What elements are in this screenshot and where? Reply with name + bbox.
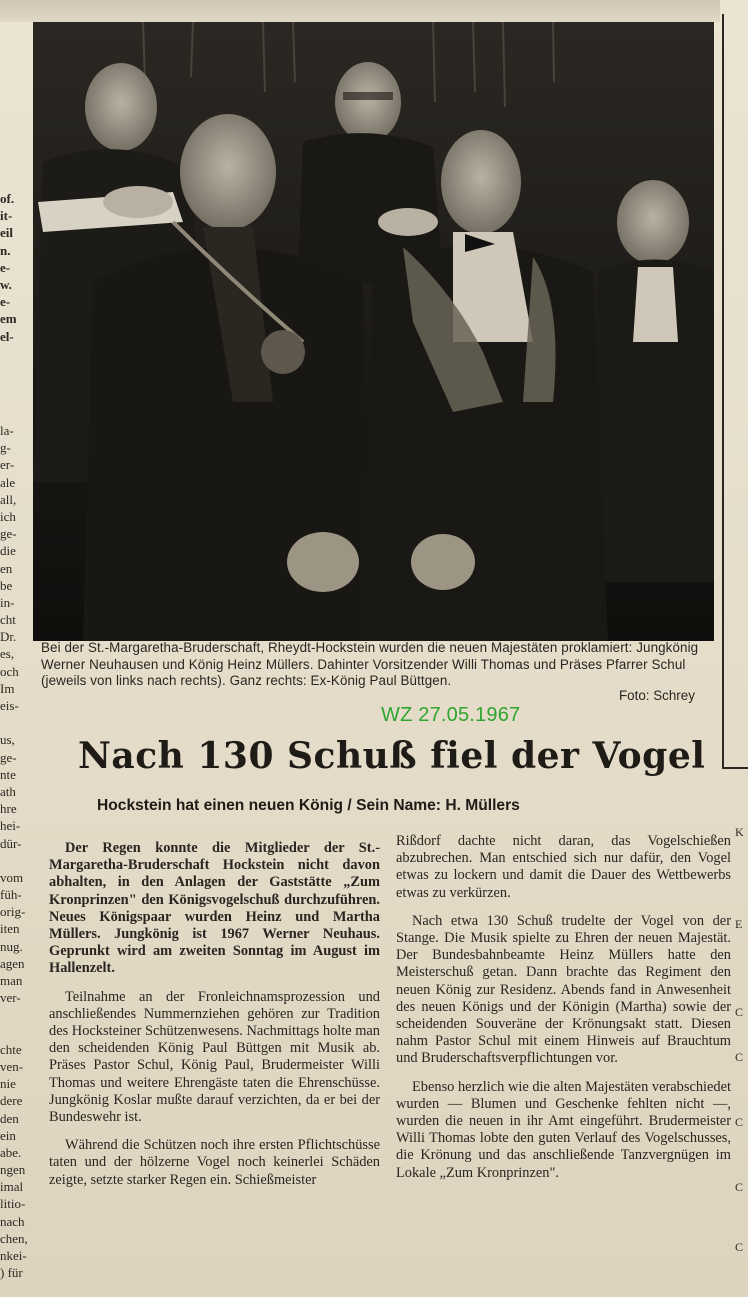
article-column-1: [49, 840, 380, 1200]
fragment: dür-: [0, 835, 22, 851]
left-column-fragments-bold: [0, 190, 30, 345]
fragment: füh-: [0, 887, 22, 903]
news-photo: [33, 22, 714, 641]
fragment: C: [735, 1005, 744, 1019]
fragment: el-: [0, 328, 14, 344]
fragment: [0, 852, 30, 869]
fragment: w.: [0, 276, 12, 292]
fragment: er-: [0, 457, 15, 473]
fragment: eis-: [0, 698, 19, 713]
fragment: nte: [0, 766, 16, 782]
fragment: iten: [0, 921, 20, 937]
fragment: och: [0, 663, 19, 679]
fragment: dere: [0, 1093, 23, 1109]
paragraph: Nach etwa 130 Schuß trudelte der Vogel von der Stange. Die Musik spielte zu Ehren der neuen Majestät. Der Bundesbahnbeamte Heinz Müllers hatte den Meisterschuß getan. Dann brachte das Regiment den neuen König zur Residenz. Abends fand in Anwesenheit des neuen Königs und der Königin (Martha) sowie der scheidenden Souveräne der Krönungsakt statt. Diesen nahm Pastor Schul mit einem Hinweis auf Brauchtum und Bruderschaftsverpflichtungen vor.: [396, 912, 731, 1067]
fragment: ge-: [0, 526, 17, 542]
fragment: [0, 1024, 30, 1041]
fragment: all,: [0, 491, 17, 507]
fragment: la-: [0, 423, 14, 438]
photo-illustration: [33, 22, 714, 641]
fragment: ver-: [0, 990, 21, 1006]
fragment: es,: [0, 646, 15, 662]
fragment: orig-: [0, 904, 26, 920]
fragment: eil: [0, 225, 13, 241]
fragment: litio-: [0, 1196, 26, 1212]
fragment: Im: [0, 680, 15, 696]
fragment: hre: [0, 801, 17, 817]
fragment: ath: [0, 783, 16, 799]
fragment: man: [0, 973, 23, 988]
fragment: g-: [0, 440, 11, 456]
fragment: C: [735, 1240, 744, 1254]
lead-paragraph: Der Regen konnte die Mitglieder der St.-Margaretha-Bruderschaft Hockstein nicht davon abhalten, in den Anlagen der Gaststätte „Zum Kronprinzen" den Königsvogelschuß durchzuführen. Neues Königspaar wurden Heinz und Martha Müllers. Jungkönig ist 1967 Werner Neuhaus. Geprunkt wird am zweiten Sonntag im August im Hallenzelt.: [49, 840, 380, 977]
column-rule-foot: [722, 767, 748, 769]
caption-text: Bei der St.-Margaretha-Bruderschaft, Rheydt-Hockstein wurden die neuen Majestäten proklamiert: Jungkönig Werner Neuhausen und König Heinz Müllers. Dahinter Vorsitzender Willi Thomas und Präses Pfarrer Schul (jeweils von links nach rechts). Ganz rechts: Ex-König Paul Büttgen.: [41, 640, 699, 688]
fragment: die: [0, 543, 16, 559]
fragment: ein: [0, 1127, 16, 1143]
fragment: C: [735, 1115, 744, 1129]
fragment: [0, 1006, 30, 1023]
fragment: agen: [0, 955, 25, 971]
fragment: chen,: [0, 1230, 28, 1246]
article-headline: Nach 130 Schuß fiel der Vogel: [78, 735, 706, 777]
fragment: e-: [0, 259, 11, 275]
column-rule: [722, 14, 724, 769]
fragment: hei-: [0, 818, 21, 834]
fragment: C: [735, 1050, 744, 1064]
fragment: it-: [0, 208, 13, 224]
fragment: den: [0, 1110, 19, 1126]
faded-masthead: [0, 0, 720, 22]
photo-caption: [41, 640, 721, 690]
fragment: K: [735, 825, 744, 839]
paragraph: Ebenso herzlich wie die alten Majestäten verabschiedet wurden — Blumen und Geschenke fehlten nicht —, wurden die neuen in ihr Amt eingeführt. Brudermeister Willi Thomas lobte den guten Verlauf des Vogelschusses, die Krönung und das anschließende Tanzvergnügen im Lokale „Zum Kronprinzen".: [396, 1078, 731, 1181]
fragment: nug.: [0, 938, 23, 954]
fragment: abe.: [0, 1144, 22, 1160]
fragment: n.: [0, 242, 11, 258]
fragment: ge-: [0, 749, 17, 765]
fragment: em: [0, 311, 17, 327]
article-subhead: Hockstein hat einen neuen König / Sein Name: H. Müllers: [97, 797, 520, 814]
fragment: e-: [0, 294, 11, 310]
photo-credit: Foto: Schrey: [619, 688, 695, 703]
article-column-2: [396, 833, 731, 1193]
fragment: ale: [0, 474, 16, 490]
fragment: of.: [0, 191, 15, 206]
fragment: en: [0, 560, 13, 576]
fragment: chte: [0, 1041, 22, 1057]
fragment: [0, 714, 30, 731]
fragment: ngen: [0, 1162, 26, 1178]
fragment: ven-: [0, 1058, 24, 1074]
fragment: nach: [0, 1213, 25, 1229]
fragment: nie: [0, 1076, 16, 1092]
fragment: us,: [0, 732, 15, 748]
paragraph: Teilnahme an der Fronleichnamsprozession und anschließendes Nummernziehen gehören zur Tradition des Hocksteiner Schützenwesens. Nachmittags holte man den scheidenden König Paul Büttgen mit Musik ab. Präses Pastor Schul, König Paul, Brudermeister Willi Thomas und weitere Ehrengäste taten die Ehrenschüsse. Jungkönig Koslar mußte darauf verzichten, da er bei der Bundeswehr ist.: [49, 988, 380, 1126]
date-stamp: WZ 27.05.1967: [381, 704, 521, 726]
fragment: nkei-: [0, 1248, 27, 1263]
fragment: Dr.: [0, 629, 17, 645]
fragment: vom: [0, 869, 24, 885]
fragment: be: [0, 577, 13, 593]
fragment: ) für: [0, 1265, 23, 1281]
fragment: C: [735, 1180, 744, 1194]
fragment: imal: [0, 1179, 24, 1195]
fragment: ich: [0, 508, 16, 524]
paragraph: Während die Schützen noch ihre ersten Pflichtschüsse taten und der hölzerne Vogel noch keinerlei Schäden zeigte, setzte starker Regen ein. Schießmeister: [49, 1137, 380, 1188]
fragment: in-: [0, 594, 15, 610]
paragraph: Rißdorf dachte nicht daran, das Vogelschießen abzubrechen. Man entschied sich nur dafür, den Vogel etwas zu lockern und damit die Dauer des Wettbewerbs etwas zu verkürzen.: [396, 833, 731, 901]
fragment: cht: [0, 612, 16, 628]
left-column-fragments: [0, 422, 30, 1281]
fragment: E: [735, 917, 743, 931]
